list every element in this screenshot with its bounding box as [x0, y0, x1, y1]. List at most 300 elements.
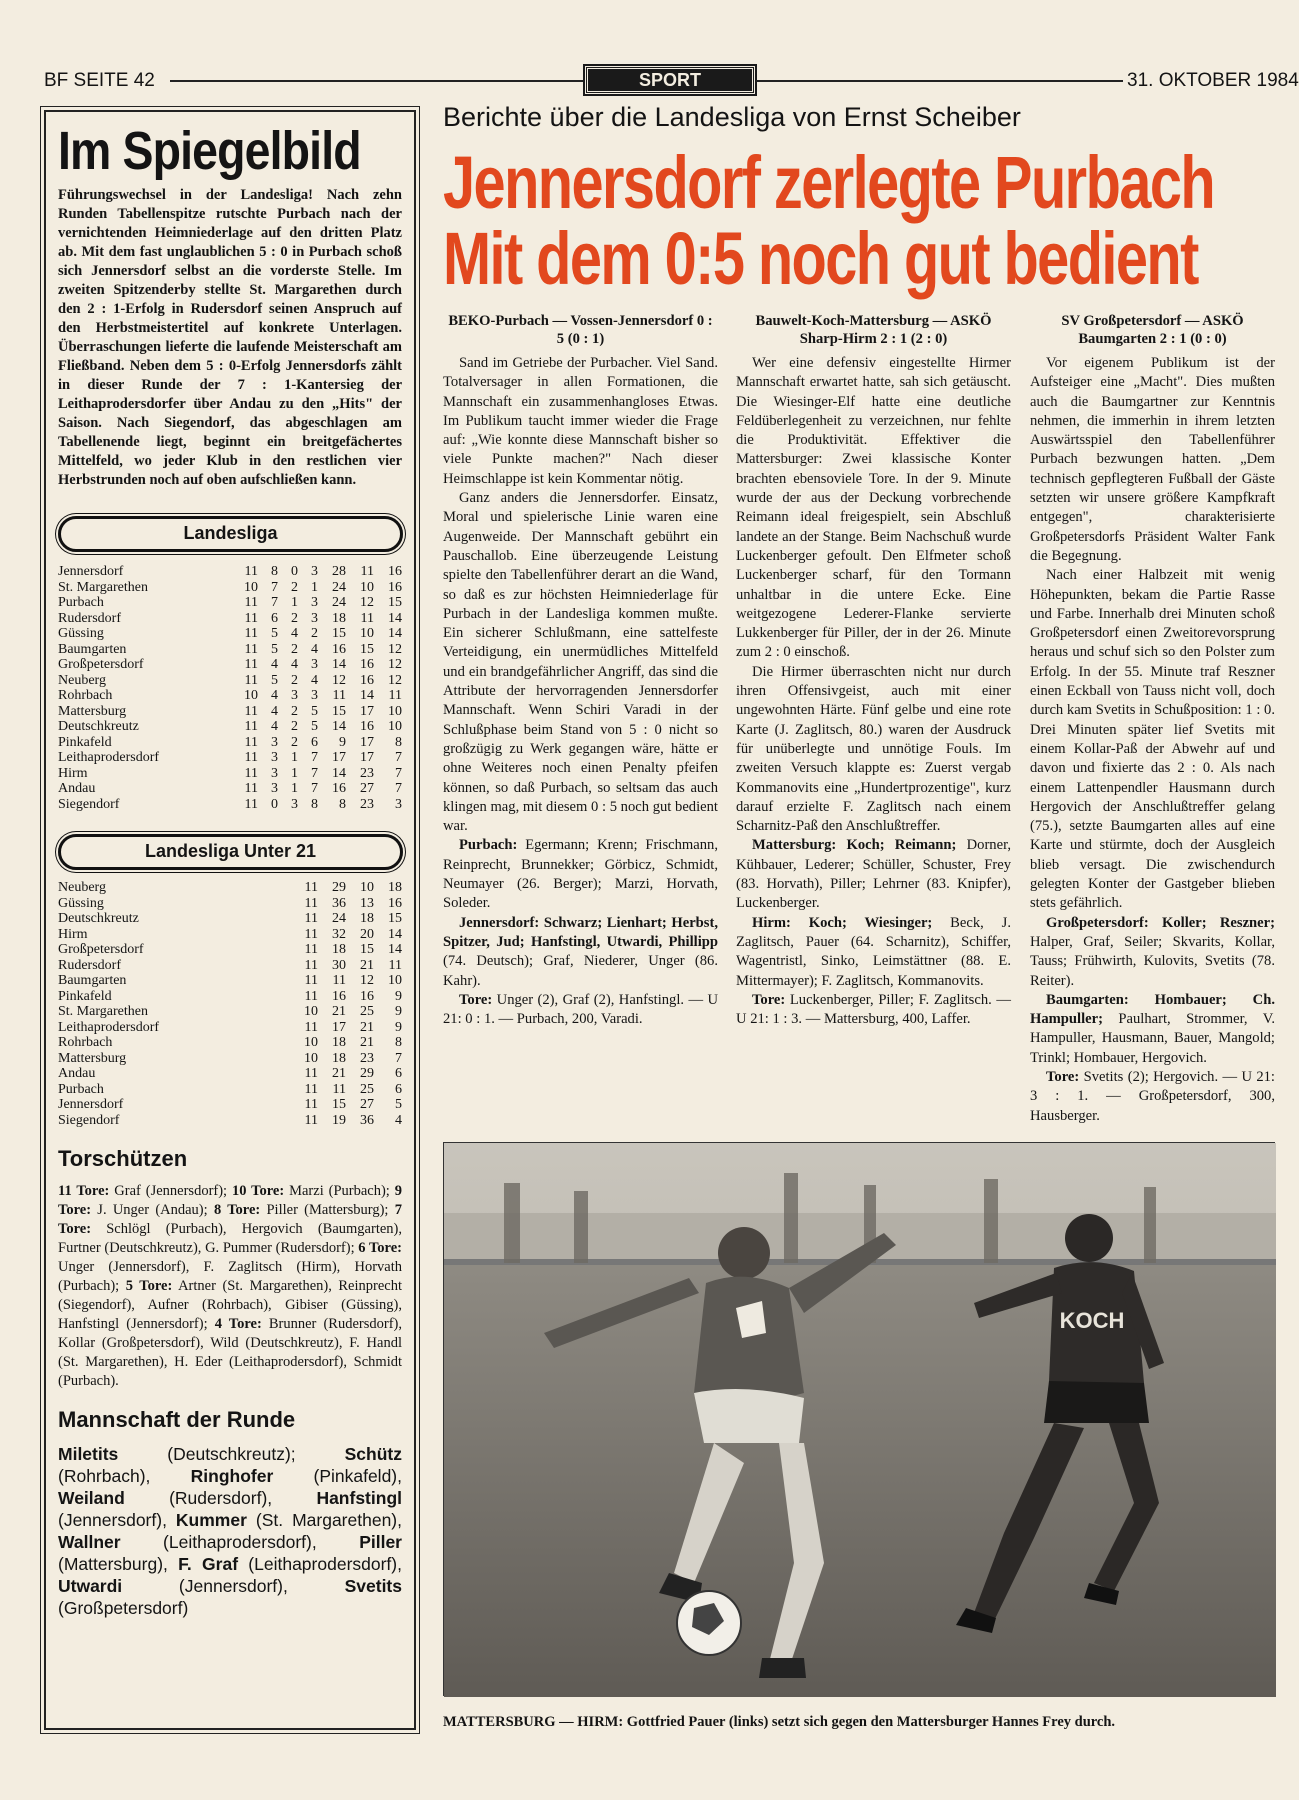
bold-run: 9 Tore: [58, 1183, 402, 1218]
team-name: Mattersburg [58, 703, 127, 719]
stat-cell: 18 [332, 610, 346, 626]
stat-cell: 0 [271, 796, 278, 812]
stat-cell: 7 [395, 765, 402, 781]
stat-cell: 7 [395, 781, 402, 796]
text-run: Marzi (Purbach); [284, 1183, 395, 1199]
stat-cell: 15 [332, 1097, 346, 1112]
lineup-paragraph [443, 836, 718, 913]
bold-run: Kummer [175, 1510, 247, 1530]
match-title: BEKO-Purbach — Vossen-Jennersdorf 0 : 5 (0 : 1) [448, 313, 713, 347]
stat-cell: 10 [388, 719, 402, 734]
stat-cell: 11 [244, 626, 258, 641]
stat-cell: 11 [304, 1019, 318, 1035]
stat-cell: 14 [332, 657, 346, 672]
stat-cell: 11 [244, 703, 258, 719]
table-row [58, 564, 402, 580]
page-number: BF SEITE 42 [44, 70, 155, 91]
bold-run: Hirm: Koch; Wiesinger; [752, 914, 933, 931]
table-row [58, 1066, 402, 1082]
bold-run: Tore: [752, 991, 786, 1008]
stat-cell: 3 [311, 610, 318, 626]
stat-cell: 28 [332, 564, 346, 579]
stat-cell: 10 [244, 688, 258, 703]
stat-cell: 7 [311, 750, 318, 765]
stat-cell: 6 [311, 734, 318, 750]
stat-cell: 10 [388, 703, 402, 719]
stat-cell: 25 [360, 1004, 374, 1019]
bold-run: F. Graf [178, 1554, 239, 1574]
stat-cell: 11 [304, 942, 318, 957]
stat-cell: 14 [388, 926, 402, 942]
stat-cell: 15 [360, 641, 374, 657]
jersey-sponsor: KOCH [1059, 1308, 1125, 1333]
team-name: Deutschkreutz [58, 911, 139, 926]
table-row [58, 1051, 402, 1067]
stat-cell: 16 [360, 657, 374, 672]
league-table-title: Landesliga [58, 516, 403, 552]
headline-line-2: Mit dem 0:5 noch gut bedient [443, 217, 1198, 300]
text-run: (Jennersdorf), [58, 1510, 176, 1530]
sidebar-intro: Führungswechsel in der Landesliga! Nach zehn Runden Tabellenspitze rutschte Purbach nach der vernichtenden Heimniederlage auf den dritten Platz ab. Mit dem fast unglaublichen 5 : 0 in Purbach schoß sich Jennersdorf selbst an die vorderste Stelle. Im zweiten Spitzenderby stellte St. Margarethen durch den 2 : 1-Erfolg in Rudersdorf seinen Anspruch auf den Herbstmeistertitel auf konkrete Unterlagen. Überraschungen lieferte die laufende Meisterschaft am Fließband. Neben dem 5 : 0-Erfolg Jennersdorfs zählt in dieser Runde der 7 : 1-Kantersieg der Leithaprodersdorfer über Andau zu den „Hits" der Saison. Nach Siegendorf, das abgeschlagen am Tabellenende liegt, beginnt ein breitgefächertes Mittelfeld, wo jeder Klub in den restlichen vier Herbstrunden noch auf oben aufschließen kann. [58, 187, 402, 488]
team-name: Andau [58, 781, 96, 796]
scorers-heading: Torschützen [58, 1146, 188, 1171]
team-name: St. Margarethen [58, 579, 148, 595]
team-name: Jennersdorf [58, 1097, 124, 1112]
stat-cell: 11 [304, 1066, 318, 1081]
stat-cell: 17 [360, 734, 374, 750]
stat-cell: 14 [388, 942, 402, 957]
report-paragraph: Nach einer Halbzeit mit wenig Höhepunkten, bekam die Partie Rasse und Farbe. Innerhalb drei Minuten schoß Großpetersdorf einen Zweitorevorsprung heraus und schuf sich so den Polster zum Erfolg. In der 55. Minute traf Reszner einen Eckball von Tauss nicht voll, doch durch kam Svetits in Schußposition: 1 : 0. Drei Minuten später lief Svetits mit einem Kollar-Paß der Abwehr auf und davon und fixierte das 2 : 0. Als nach einem Lattenpendler Hausmann durch Hergovich der Anschlußtreffer gelang (75.), setzte Baumgarten alles auf eine Karte und stürmte, doch der Ausgleich blieb versagt. Die zwischendurch gelegten Konter der Gastgeber blieben stets gefährlich. [1030, 567, 1275, 912]
stat-cell: 4 [291, 626, 298, 641]
stat-cell: 5 [271, 641, 278, 657]
stat-cell: 7 [271, 595, 278, 610]
section-label: SPORT [585, 66, 755, 94]
stat-cell: 1 [291, 595, 298, 610]
stat-cell: 11 [304, 895, 318, 911]
bold-run: 11 Tore: [58, 1183, 110, 1199]
bold-run: Svetits [344, 1576, 402, 1596]
stat-cell: 20 [360, 926, 374, 942]
text-run: (Großpetersdorf) [58, 1598, 189, 1618]
stat-cell: 15 [332, 703, 346, 719]
stat-cell: 5 [395, 1097, 402, 1112]
stat-cell: 6 [271, 610, 278, 626]
stat-cell: 4 [271, 703, 278, 719]
stat-cell: 4 [311, 672, 318, 688]
stat-cell: 11 [332, 973, 346, 988]
stat-cell: 11 [244, 765, 258, 781]
stat-cell: 8 [395, 734, 402, 750]
team-name: Leithaprodersdorf [58, 750, 160, 765]
stat-cell: 30 [332, 957, 346, 973]
match-report-purbach-jennersdorf [443, 312, 718, 1132]
lineup-paragraph [736, 914, 1011, 991]
stat-cell: 7 [395, 1050, 402, 1066]
bold-run: Ringhofer [190, 1466, 274, 1486]
team-name: Siegendorf [58, 1112, 120, 1128]
lineup-paragraph [443, 991, 718, 1030]
stat-cell: 9 [395, 988, 402, 1004]
team-name: Pinkafeld [58, 988, 112, 1004]
text-run: (Mattersburg), [58, 1554, 179, 1574]
stat-cell: 16 [388, 564, 402, 579]
text-run: Schlögl (Purbach), Hergovich (Baumgarten), Furtner (Deutschkreutz), G. Pummer (Rudersdorf); [58, 1221, 402, 1256]
stat-cell: 27 [360, 781, 374, 796]
stat-cell: 18 [332, 1050, 346, 1066]
stat-cell: 11 [244, 734, 258, 750]
stat-cell: 1 [311, 579, 318, 595]
issue-date: 31. OKTOBER 1984 [1127, 70, 1299, 91]
bold-run: Jennersdorf: Schwarz; Lienhart; Herbst, Spitzer, Jud; Hanfstingl, Utwardi, Phillipp [443, 914, 718, 950]
text-run: Halper, Graf, Seiler; Skvarits, Kollar, Tauss; Frühwirth, Kulovits, Svetits (78. Reiter). [1030, 933, 1275, 989]
u21-table [58, 880, 402, 1128]
stat-cell: 11 [360, 610, 374, 626]
report-paragraph: Wer eine defensiv eingestellte Hirmer Mannschaft erwartet hatte, sah sich getäuscht. Die Wiesinger-Elf hatte eine deutliche Feldüberlegenheit zu verzeichnen, nur fehlte die Produktivität. Effektiver die Mattersburger: Zwei klassische Konter brachten ebensoviele Tore. In der 9. Minute wurde der aus der Deckung vorbrechende Reimann ideal freigespielt, sein Abschluß landete an der Stange. Beim Nachschuß wurde Luckenberger gefoult. Den Elfmeter schoß Luckenberger scharf, für den Tormann unhaltbar in die untere Ecke. Eine weitgezogene Lederer-Flanke servierte Lukkenberger für Piller, der in der 26. Minute zum 2 : 0 einschoß. [736, 355, 1011, 661]
stat-cell: 2 [291, 641, 298, 657]
table-row [58, 781, 402, 797]
stat-cell: 1 [291, 781, 298, 796]
lineup-paragraph [1030, 1068, 1275, 1126]
lineup-paragraph [736, 991, 1011, 1030]
article-kicker: Berichte über die Landesliga von Ernst Scheiber [443, 102, 1021, 132]
table-row [58, 704, 402, 720]
stat-cell: 11 [244, 672, 258, 688]
stat-cell: 11 [304, 1112, 318, 1128]
table-row [58, 973, 402, 989]
stat-cell: 11 [304, 973, 318, 988]
stat-cell: 1 [291, 765, 298, 781]
table-row [58, 626, 402, 642]
text-run: Beck, J. Zaglitsch, Pauer (64. Scharnitz), Schiffer, Wagentristl, Sinko, Leimstättner (88. E. Mittermayer); F. Zaglitsch, Kommanovits. [736, 914, 1011, 989]
stat-cell: 14 [332, 765, 346, 781]
team-of-round-list [58, 1443, 402, 1619]
stat-cell: 12 [388, 657, 402, 672]
stat-cell: 4 [271, 719, 278, 734]
stat-cell: 11 [360, 564, 374, 579]
stat-cell: 3 [291, 796, 298, 812]
table-row [58, 688, 402, 704]
text-run: Unger (2), Graf (2), Hanfstingl. — U 21: 0 : 1. — Purbach, 200, Varadi. [443, 991, 718, 1028]
stat-cell: 17 [360, 703, 374, 719]
team-name: Deutschkreutz [58, 719, 139, 734]
stat-cell: 15 [388, 911, 402, 926]
stat-cell: 9 [395, 1004, 402, 1019]
lineup-paragraph [736, 836, 1011, 913]
stat-cell: 3 [311, 595, 318, 610]
team-name: Großpetersdorf [58, 657, 144, 672]
stat-cell: 17 [332, 750, 346, 765]
stat-cell: 8 [271, 564, 278, 579]
text-run: (Rudersdorf), [124, 1488, 317, 1508]
table-row [58, 1020, 402, 1036]
stat-cell: 23 [360, 1050, 374, 1066]
text-run: Luckenberger, Piller; F. Zaglitsch. — U 21: 1 : 3. — Mattersburg, 400, Laffer. [736, 991, 1011, 1028]
stat-cell: 11 [244, 610, 258, 626]
stat-cell: 1 [291, 750, 298, 765]
stat-cell: 9 [395, 1019, 402, 1035]
team-name: Rudersdorf [58, 957, 121, 973]
stat-cell: 2 [291, 610, 298, 626]
report-paragraph: Vor eigenem Publikum ist der Aufsteiger eine „Macht". Dies mußten auch die Baumgartner zur Kenntnis nehmen, die immerhin in ihrem letzten Auswärtsspiel den Tabellenführer Purbach bezwungen hatten. „Dem technisch gepflegteren Fußball der Gäste setzten wir unsere größere Kampfkraft entgegen", charakterisierte Großpetersdorfs Präsident Walter Fank die Begegnung. [1030, 355, 1275, 564]
stat-cell: 4 [271, 688, 278, 703]
stat-cell: 3 [395, 796, 402, 812]
stat-cell: 21 [360, 1019, 374, 1035]
sidebar-box [44, 110, 416, 1730]
text-run: (Deutschkreutz); [118, 1444, 345, 1464]
stat-cell: 29 [360, 1066, 374, 1081]
text-run: (74. Deutsch); Graf, Niederer, Unger (86. Kahr). [443, 953, 718, 989]
team-name: Andau [58, 1066, 96, 1081]
text-run: (Rohrbach), [58, 1466, 191, 1486]
report-paragraph: Ganz anders die Jennersdorfer. Einsatz, Moral und spielerische Linie waren eine Augenweide. Der Mannschaft gebührt ein Pauschallob. Eine überzeugende Leistung spielte den Tabellenführer derart an die Wand, so daß es zur höchsten Heimniederlage für Purbach in der Landesliga kommen mußte. Ein sicherer Schlußmann, eine sattelfeste Verteidigung, ein unermüdliches Mittelfeld und ein brandgefährlicher Angriff, das sind die Attribute der hervorragenden Jennersdorfer Mannschaft. Wenn Schiri Varadi in der Schlußphase beim Stand von 5 : 0 nicht so großzügig zu Werk gegangen wäre, hätte er ohne Weiteres noch einen Penalty pfeifen können, so daß Purbach, so seltsam das auch klingen mag, mit diesem 0 : 5 noch gut bedient war. [443, 490, 718, 835]
stat-cell: 11 [388, 957, 402, 973]
bold-run: Wallner [58, 1532, 121, 1552]
stat-cell: 8 [311, 796, 318, 812]
stat-cell: 10 [304, 1050, 318, 1066]
stat-cell: 16 [332, 988, 346, 1004]
table-row [58, 657, 402, 673]
stat-cell: 2 [311, 626, 318, 641]
team-name: Baumgarten [58, 641, 127, 657]
stat-cell: 14 [360, 688, 374, 703]
stat-cell: 3 [311, 688, 318, 703]
bold-run: Großpetersdorf: Koller; Reszner; [1046, 914, 1275, 931]
stat-cell: 32 [332, 926, 346, 942]
team-name: Siegendorf [58, 796, 120, 812]
match-report-grosspetersdorf-baumgarten [1030, 312, 1275, 1132]
team-name: Pinkafeld [58, 734, 112, 750]
match-title: Bauwelt-Koch-Mattersburg — ASKÖ Sharp-Hirm 2 : 1 (2 : 0) [755, 313, 992, 347]
table-row [58, 880, 402, 896]
match-title: SV Großpetersdorf — ASKÖ Baumgarten 2 : 1 (0 : 0) [1061, 313, 1244, 347]
stat-cell: 15 [332, 626, 346, 641]
stat-cell: 11 [244, 564, 258, 579]
stat-cell: 12 [360, 973, 374, 988]
text-run: Paulhart, Strommer, V. Hampuller, Hausmann, Bauer, Mangold; Trinkl; Hombauer, Hergovich. [1030, 1011, 1275, 1066]
team-name: Neuberg [58, 672, 106, 688]
team-name: Baumgarten [58, 973, 127, 988]
stat-cell: 3 [271, 750, 278, 765]
stat-cell: 10 [304, 1035, 318, 1050]
stat-cell: 14 [388, 626, 402, 641]
photo-caption: MATTERSBURG — HIRM: Gottfried Pauer (links) setzt sich gegen den Mattersburger Hannes Frey durch. [443, 1714, 1116, 1730]
stat-cell: 5 [271, 626, 278, 641]
table-row [58, 911, 402, 927]
stat-cell: 3 [291, 688, 298, 703]
bold-run: 4 Tore: [214, 1316, 262, 1332]
stat-cell: 7 [271, 579, 278, 595]
stat-cell: 3 [311, 564, 318, 579]
headline-line-1: Jennersdorf zerlegte Purbach [443, 141, 1215, 224]
team-name: Purbach [58, 595, 104, 610]
match-photo [443, 1142, 1275, 1696]
text-run: Dorner, Kühbauer, Lederer; Schüller, Schuster, Frey (83. Horvath), Piller; Lehrner (83. Knipfer), Luckenberger. [736, 837, 1011, 912]
report-paragraph: Die Hirmer überraschten nicht nur durch ihren Offensivgeist, auch mit einer ungewohnten Härte. Fünf gelbe und eine rote Karte (J. Zaglitsch, 80.) waren der Ausdruck für unüberlegte und unnötige Fouls. Im zweiten Versuch klappte es: Zuerst vergab Kommanovits eine „Hundertprozentige", kurz darauf erzielte F. Zaglitsch nach einem Scharnitz-Paß den Anschlußtreffer. [736, 663, 1011, 835]
stat-cell: 18 [388, 880, 402, 895]
stat-cell: 2 [291, 672, 298, 688]
stat-cell: 11 [244, 719, 258, 734]
stat-cell: 12 [360, 595, 374, 610]
stat-cell: 2 [291, 734, 298, 750]
text-run: Svetits (2); Hergovich. — U 21: 3 : 1. — Großpetersdorf, 300, Hausberger. [1030, 1068, 1275, 1124]
stat-cell: 11 [244, 796, 258, 812]
lineup-paragraph [1030, 991, 1275, 1068]
stat-cell: 8 [395, 1035, 402, 1050]
stat-cell: 18 [360, 911, 374, 926]
stat-cell: 11 [332, 1081, 346, 1097]
stat-cell: 11 [304, 911, 318, 926]
stat-cell: 11 [244, 657, 258, 672]
stat-cell: 0 [291, 564, 298, 579]
bold-run: Baumgarten: Hombauer; Ch. Hampuller; [1030, 991, 1275, 1028]
match-photo-illustration [444, 1143, 1276, 1697]
stat-cell: 17 [360, 750, 374, 765]
stat-cell: 10 [360, 579, 374, 595]
league-table [58, 564, 402, 812]
stat-cell: 25 [360, 1081, 374, 1097]
table-row [58, 896, 402, 912]
bold-run: Tore: [1046, 1068, 1080, 1085]
stat-cell: 6 [395, 1081, 402, 1097]
table-row [58, 719, 402, 735]
bold-run: 5 Tore: [125, 1278, 173, 1294]
stat-cell: 10 [388, 973, 402, 988]
stat-cell: 10 [360, 626, 374, 641]
u21-table-title: Landesliga Unter 21 [58, 834, 403, 870]
text-run: Graf (Jennersdorf); [109, 1183, 232, 1199]
table-row [58, 766, 402, 782]
bold-run: Hanfstingl [316, 1488, 402, 1508]
table-row [58, 797, 402, 813]
bold-run: Mattersburg: Koch; Reimann; [752, 837, 957, 854]
stat-cell: 27 [360, 1097, 374, 1112]
stat-cell: 2 [291, 719, 298, 734]
table-row [58, 1097, 402, 1113]
stat-cell: 4 [311, 641, 318, 657]
bold-run: 8 Tore: [213, 1202, 261, 1218]
team-name: Güssing [58, 895, 104, 911]
table-row [58, 1004, 402, 1020]
stat-cell: 29 [332, 880, 346, 895]
stat-cell: 16 [388, 895, 402, 911]
table-row [58, 942, 402, 958]
team-name: Mattersburg [58, 1050, 127, 1066]
stat-cell: 11 [304, 1081, 318, 1097]
stat-cell: 2 [291, 579, 298, 595]
table-row [58, 735, 402, 751]
stat-cell: 11 [244, 595, 258, 610]
lineup-paragraph [443, 914, 718, 991]
header-rule-left [170, 80, 584, 82]
sidebar-title: Im Spiegelbild [58, 121, 361, 181]
stat-cell: 10 [360, 880, 374, 895]
team-name: Großpetersdorf [58, 942, 144, 957]
table-row [58, 1113, 402, 1129]
stat-cell: 11 [304, 880, 318, 895]
stat-cell: 11 [244, 641, 258, 657]
stat-cell: 18 [332, 942, 346, 957]
stat-cell: 10 [304, 1004, 318, 1019]
table-row [58, 673, 402, 689]
stat-cell: 11 [244, 750, 258, 765]
stat-cell: 11 [388, 688, 402, 703]
stat-cell: 3 [311, 657, 318, 672]
stat-cell: 5 [271, 672, 278, 688]
bold-run: 6 Tore: [358, 1240, 402, 1256]
stat-cell: 16 [332, 781, 346, 796]
stat-cell: 15 [360, 942, 374, 957]
stat-cell: 3 [271, 781, 278, 796]
team-name: St. Margarethen [58, 1004, 148, 1019]
bold-run: Piller [359, 1532, 402, 1552]
stat-cell: 21 [360, 1035, 374, 1050]
team-name: Rohrbach [58, 688, 113, 703]
bold-run: Utwardi [58, 1576, 123, 1596]
bold-run: Weiland [58, 1488, 125, 1508]
stat-cell: 4 [271, 657, 278, 672]
table-row [58, 989, 402, 1005]
team-name: Leithaprodersdorf [58, 1019, 160, 1035]
bold-run: Purbach: [459, 837, 518, 854]
scorers-list [58, 1182, 402, 1391]
team-of-round-heading: Mannschaft der Runde [58, 1407, 296, 1432]
team-name: Neuberg [58, 880, 106, 895]
stat-cell: 12 [332, 672, 346, 688]
text-run: J. Unger (Andau); [91, 1202, 214, 1218]
stat-cell: 12 [388, 672, 402, 688]
table-row [58, 642, 402, 658]
header-rule-right [756, 80, 1123, 82]
stat-cell: 11 [332, 688, 346, 703]
text-run: Artner (St. Margarethen), Reinprecht (Siegendorf), Aufner (Rohrbach), Gibiser (Güssing), Hanfstingl (Jennersdorf); [58, 1278, 402, 1332]
match-report-mattersburg-hirm [736, 312, 1011, 1132]
stat-cell: 5 [311, 703, 318, 719]
stat-cell: 9 [339, 734, 346, 750]
stat-cell: 11 [244, 781, 258, 796]
stat-cell: 6 [395, 1066, 402, 1081]
text-run: Piller (Mattersburg); [260, 1202, 395, 1218]
stat-cell: 23 [360, 796, 374, 812]
stat-cell: 5 [311, 719, 318, 734]
stat-cell: 23 [360, 765, 374, 781]
team-name: Purbach [58, 1081, 104, 1097]
stat-cell: 13 [360, 895, 374, 911]
stat-cell: 21 [332, 1004, 346, 1019]
stat-cell: 8 [339, 796, 346, 812]
stat-cell: 24 [332, 911, 346, 926]
team-name: Hirm [58, 926, 88, 942]
team-name: Hirm [58, 765, 88, 781]
stat-cell: 4 [395, 1112, 402, 1128]
stat-cell: 16 [360, 719, 374, 734]
team-name: Güssing [58, 626, 104, 641]
team-name: Rudersdorf [58, 610, 121, 626]
stat-cell: 16 [360, 988, 374, 1004]
stat-cell: 11 [304, 1097, 318, 1112]
stat-cell: 16 [332, 641, 346, 657]
lineup-paragraph [1030, 914, 1275, 991]
stat-cell: 3 [271, 734, 278, 750]
stat-cell: 16 [388, 579, 402, 595]
stat-cell: 15 [388, 595, 402, 610]
team-name: Jennersdorf [58, 564, 124, 579]
bold-run: Schütz [344, 1444, 402, 1464]
stat-cell: 36 [332, 895, 346, 911]
table-row [58, 1035, 402, 1051]
text-run: (Leithaprodersdorf), [238, 1554, 402, 1574]
bold-run: 10 Tore: [232, 1183, 285, 1199]
table-row [58, 580, 402, 596]
